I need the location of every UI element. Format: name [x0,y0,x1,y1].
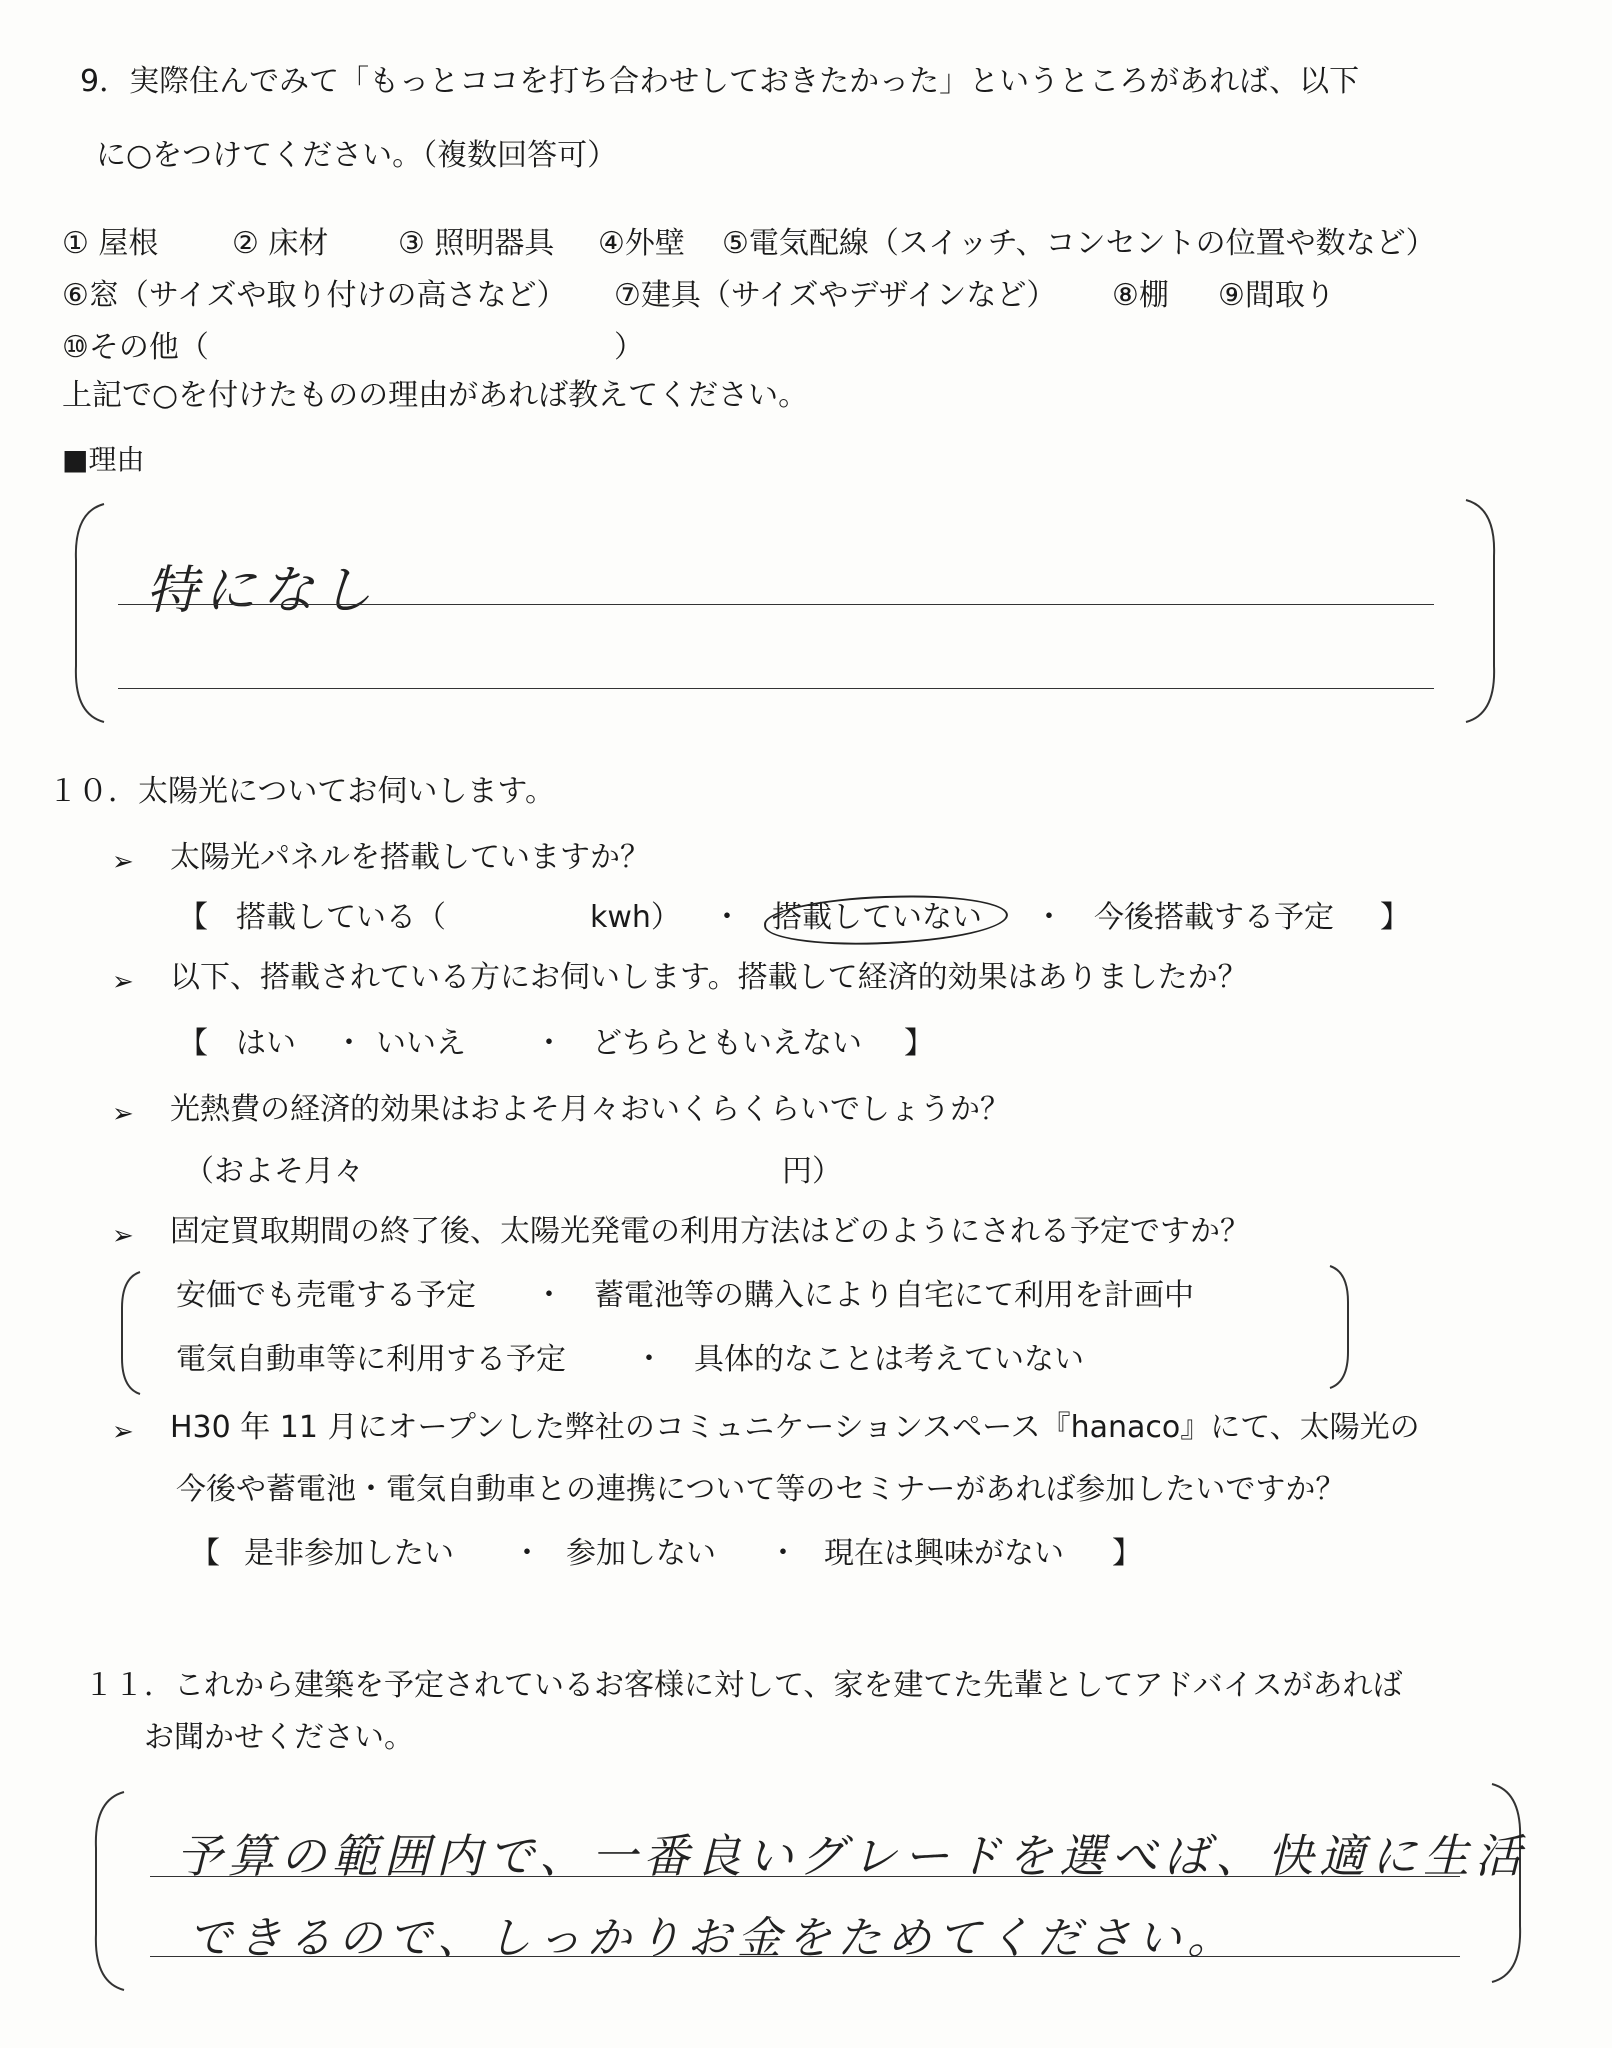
q9-reason-bracket-right [1462,496,1502,726]
q10-sub2-bracket-open: 【 [178,1026,208,1061]
q10-sub3-answer-prefix: （およそ月々 [184,1154,364,1189]
q10-sub5-option-attend[interactable]: 是非参加したい [244,1536,454,1571]
q10-sub3-bullet-icon: ➢ [112,1099,134,1129]
q9-option-window[interactable]: ⑥窓（サイズや取り付けの高さなど） [62,278,567,313]
q10-sub1-option-installed[interactable]: 搭載している（ [236,900,446,935]
q9-reason-line-1 [118,604,1434,605]
q9-reason-answer[interactable]: 特になし [146,561,379,621]
q10-sub2-separator: ・ [334,1026,364,1061]
q9-reason-prompt: 上記で○を付けたものの理由があれば教えてください。 [62,378,809,413]
q10-title: １０．太陽光についてお伺いします。 [48,774,555,809]
q11-answer-line-2 [150,1956,1460,1957]
q9-option-exterior-wall[interactable]: ④外壁 [598,226,685,261]
q10-sub5-option-not-attend[interactable]: 参加しない [566,1536,716,1571]
q11-answer-line-1 [150,1876,1460,1877]
q9-reason-line-2 [118,688,1434,689]
q10-sub4-option-sell[interactable]: 安価でも売電する予定 [176,1278,476,1313]
q10-sub1-bracket-close: 】 [1380,900,1410,935]
q10-sub5-separator-2: ・ [768,1536,798,1571]
q10-sub5-separator: ・ [512,1536,542,1571]
q9-option-wiring[interactable]: ⑤電気配線（スイッチ、コンセントの位置や数など） [722,226,1436,261]
q10-sub1-question: 太陽光パネルを搭載していますか？ [170,840,650,875]
q9-title-line1: 9．実際住んでみて「もっとココを打ち合わせしておきたかった」というところがあれば、以下 [80,64,1360,99]
q9-option-floor[interactable]: ② 床材 [232,226,329,261]
q9-option-lighting[interactable]: ③ 照明器具 [398,226,555,261]
q9-option-floorplan[interactable]: ⑨間取り [1218,278,1335,313]
q9-option-roof[interactable]: ① 屋根 [62,226,159,261]
q10-sub4-bullet-icon: ➢ [112,1221,134,1251]
q10-sub2-bullet-icon: ➢ [112,967,134,997]
q10-sub4-option-battery[interactable]: 蓄電池等の購入により自宅にて利用を計画中 [594,1278,1194,1313]
q9-option-other-close: ） [614,330,644,365]
q10-sub2-bracket-close: 】 [904,1026,934,1061]
q10-sub4-bracket-left [116,1268,146,1398]
q10-sub4-separator-2: ・ [634,1342,664,1377]
q10-sub3-question: 光熱費の経済的効果はおよそ月々おいくらくらいでしょうか？ [170,1092,1010,1127]
q10-sub1-bracket-open: 【 [178,900,208,935]
q10-sub5-bracket-close: 】 [1112,1536,1142,1571]
q11-answer-line1[interactable]: 予算の範囲内で、一番良いグレードを選べば、快適に生活 [176,1829,1528,1883]
q10-sub4-bracket-right [1324,1262,1354,1392]
q11-title-line1: １１．これから建築を予定されているお客様に対して、家を建てた先輩としてアドバイスがあれば [84,1668,1403,1703]
q10-sub5-question-line1: H30 年 11 月にオープンした弊社のコミュニケーションスペース『hanaco』にて、太陽光の [170,1410,1420,1445]
q10-sub1-separator: ・ [712,900,742,935]
q10-sub2-option-no[interactable]: いいえ [376,1026,466,1061]
q11-answer-line2[interactable]: できるので、しっかりお金をためてください。 [188,1913,1238,1964]
q10-sub1-option-not-installed[interactable]: 搭載していない [772,900,982,935]
q10-sub5-option-not-interested[interactable]: 現在は興味がない [824,1536,1064,1571]
q10-sub2-question: 以下、搭載されている方にお伺いします。搭載して経済的効果はありましたか？ [170,960,1248,995]
q10-sub2-separator-2: ・ [534,1026,564,1061]
q10-sub4-separator: ・ [534,1278,564,1313]
q11-title-line2: お聞かせください。 [144,1720,414,1755]
q10-sub1-separator-2: ・ [1034,900,1064,935]
q10-sub1-kwh-unit: kwh） [590,900,681,935]
q11-answer-bracket-left [90,1788,130,1994]
q10-sub4-option-undecided[interactable]: 具体的なことは考えていない [694,1342,1084,1377]
q9-option-other[interactable]: ⑩その他（ [62,330,209,365]
q9-reason-label: ■理由 [62,443,145,476]
q10-sub3-answer-suffix: 円） [782,1154,842,1189]
q10-sub2-option-yes[interactable]: はい [236,1026,296,1061]
q10-sub4-question: 固定買取期間の終了後、太陽光発電の利用方法はどのようにされる予定ですか？ [170,1214,1250,1249]
q9-title-line2: に○をつけてください。（複数回答可） [96,138,618,173]
q10-sub5-bullet-icon: ➢ [112,1417,134,1447]
q10-sub5-question-line2: 今後や蓄電池・電気自動車との連携について等のセミナーがあれば参加したいですか？ [176,1472,1346,1507]
q9-reason-bracket-left [70,500,110,726]
q10-sub2-option-neither[interactable]: どちらともいえない [592,1026,862,1061]
q10-sub5-bracket-open: 【 [190,1536,220,1571]
q9-option-fittings[interactable]: ⑦建具（サイズやデザインなど） [614,278,1057,313]
q10-sub1-bullet-icon: ➢ [112,847,134,877]
q9-option-shelf[interactable]: ⑧棚 [1112,278,1169,313]
q10-sub1-option-planned[interactable]: 今後搭載する予定 [1094,900,1334,935]
q10-sub4-option-ev[interactable]: 電気自動車等に利用する予定 [176,1342,566,1377]
